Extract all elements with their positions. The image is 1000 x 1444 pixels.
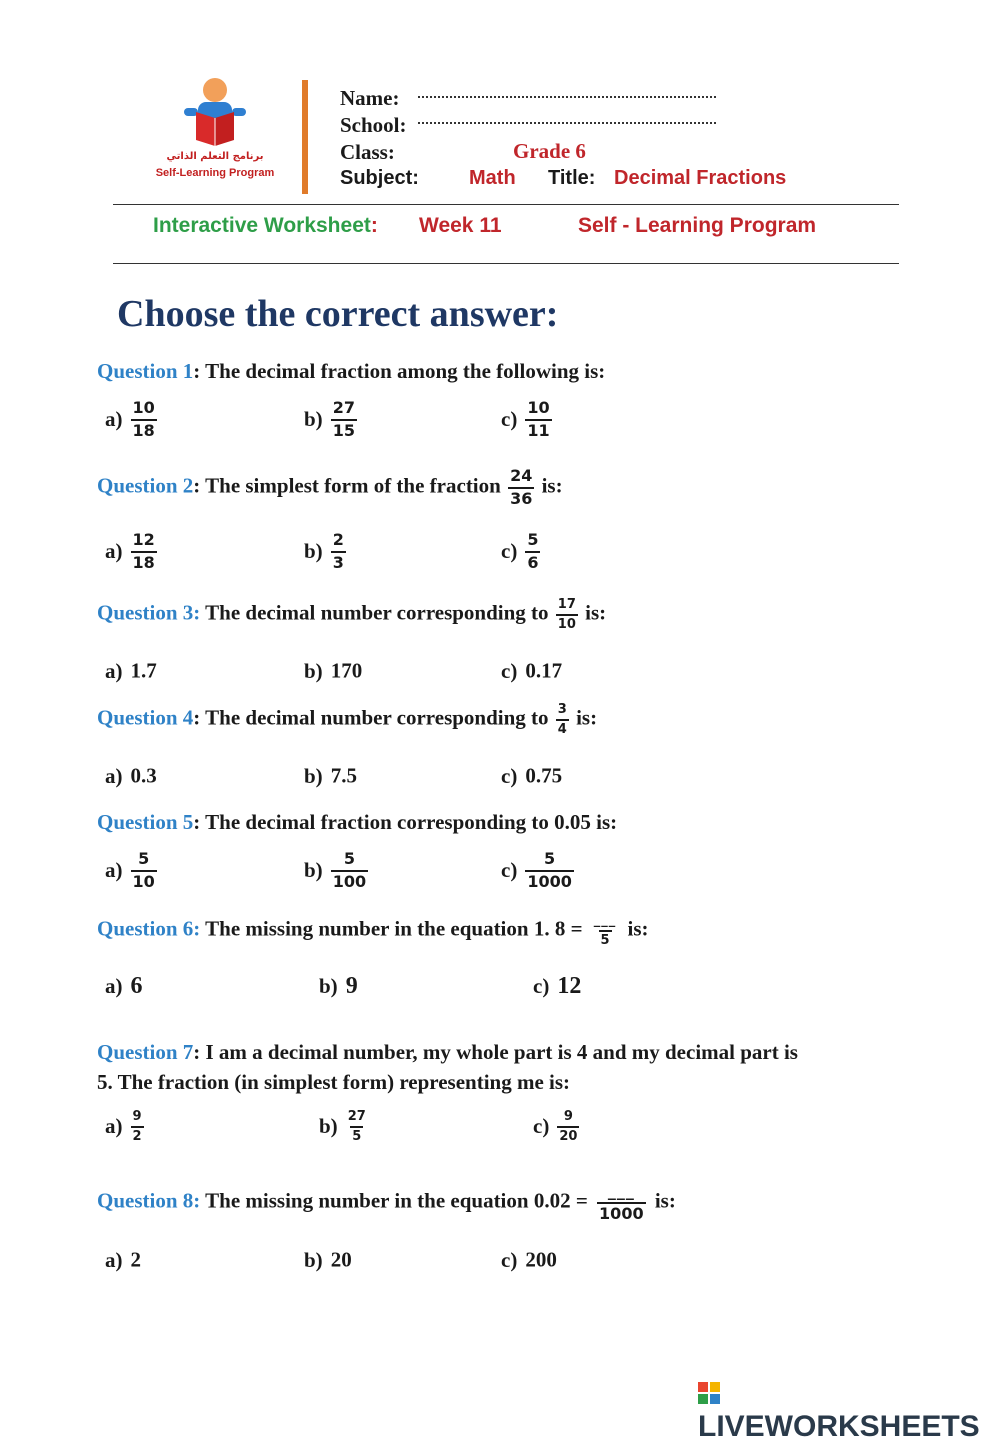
question-8: Question 8: The missing number in the equation 0.02 = $\frac{\_\_\_}{1000}$ is: — [97, 1181, 676, 1223]
logo-english-text: Self-Learning Program — [155, 167, 275, 179]
q4-option-c[interactable]: c) 0.75 — [501, 763, 563, 788]
title-value: Decimal Fractions — [614, 167, 787, 189]
q2-option-b[interactable]: b) $\frac{2}{3}$ — [304, 530, 344, 572]
q2-option-a[interactable]: a) $\frac{12}{18}$ — [105, 530, 155, 572]
logo-arabic-text: برنامج التعلم الذاتي — [166, 151, 264, 162]
q7-option-c[interactable]: c) $\frac{9}{20}$ — [533, 1109, 578, 1144]
q1-option-c[interactable]: c) $\frac{10}{11}$ — [501, 398, 550, 440]
q6-option-b[interactable]: b) 9 — [319, 972, 358, 999]
question-7: Question 7: I am a decimal number, my whole part is 4 and my decimal part is — [97, 1040, 798, 1064]
school-field[interactable] — [418, 122, 716, 124]
q6-option-c[interactable]: c) 12 — [533, 972, 582, 999]
program-logo — [140, 76, 290, 186]
q8-option-c[interactable]: c) 200 — [501, 1247, 557, 1272]
question-4: Question 4: The decimal number corresponding to $\frac{3}{4}$ is: — [97, 702, 598, 737]
title-label: Title: — [548, 167, 596, 189]
q5-option-a[interactable]: a) $\frac{5}{10}$ — [105, 849, 155, 891]
header-divider — [302, 80, 308, 194]
question-5: Question 5: The decimal fraction corresponding to 0.05 is: — [97, 810, 618, 834]
question-3: Question 3: The decimal number corresponding to $\frac{17}{10}$ is: — [97, 597, 607, 632]
week-label: Week 11 — [419, 214, 502, 237]
subject-value: Math — [469, 167, 516, 189]
q7-option-b[interactable]: b) $\frac{27}{5}$ — [319, 1109, 366, 1144]
grade-value: Grade 6 — [513, 139, 586, 163]
question-1: Question 1: The decimal fraction among the following is: — [97, 359, 606, 383]
name-label: Name: — [340, 86, 400, 110]
q8-option-b[interactable]: b) 20 — [304, 1247, 352, 1272]
q1-option-a[interactable]: a) $\frac{10}{18}$ — [105, 398, 155, 440]
q8-option-a[interactable]: a) 2 — [105, 1247, 141, 1272]
page-heading: Choose the correct answer: — [117, 293, 559, 335]
q7-option-a[interactable]: a) $\frac{9}{2}$ — [105, 1109, 142, 1144]
q5-option-b[interactable]: b) $\frac{5}{100}$ — [304, 849, 367, 891]
q6-option-a[interactable]: a) 6 — [105, 972, 143, 999]
question-6: Question 6: The missing number in the equation 1. 8 = $\frac{\_\_\_}{5}$ is: — [97, 913, 649, 948]
reading-child-icon — [170, 76, 260, 152]
q1-option-b[interactable]: b) $\frac{27}{15}$ — [304, 398, 355, 440]
q3-option-b[interactable]: b) 170 — [304, 658, 363, 683]
q5-option-c[interactable]: c) $\frac{5}{1000}$ — [501, 849, 572, 891]
subject-label: Subject: — [340, 167, 419, 189]
class-label: Class: — [340, 140, 395, 164]
question-2: Question 2: The simplest form of the fraction $\frac{24}{36}$ is: — [97, 466, 563, 508]
top-divider — [113, 204, 899, 205]
worksheet-label: Interactive Worksheet: — [153, 214, 378, 237]
q2-option-c[interactable]: c) $\frac{5}{6}$ — [501, 530, 539, 572]
q3-option-c[interactable]: c) 0.17 — [501, 658, 563, 683]
bottom-divider — [113, 263, 899, 264]
liveworksheets-brand[interactable]: LIVEWORKSHEETS — [698, 1376, 1000, 1444]
name-field[interactable] — [418, 96, 716, 98]
q3-option-a[interactable]: a) 1.7 — [105, 658, 157, 683]
liveworksheets-logo-icon — [698, 1382, 720, 1404]
question-7-continued: 5. The fraction (in simplest form) representing me is: — [97, 1070, 571, 1094]
q4-option-a[interactable]: a) 0.3 — [105, 763, 157, 788]
program-label: Self - Learning Program — [578, 214, 817, 237]
q4-option-b[interactable]: b) 7.5 — [304, 763, 357, 788]
school-label: School: — [340, 113, 407, 137]
